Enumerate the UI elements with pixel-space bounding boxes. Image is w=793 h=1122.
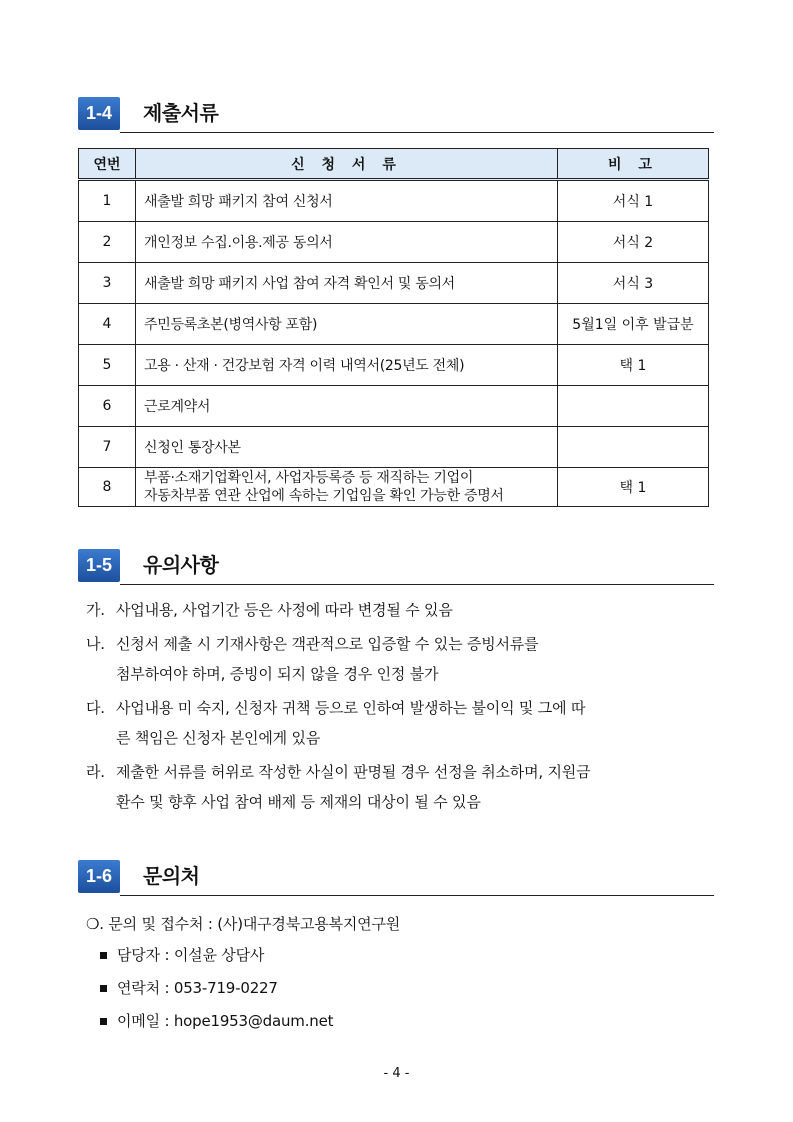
row-number: 3	[79, 263, 136, 304]
contact-manager-row	[86, 939, 726, 972]
table-row	[79, 386, 709, 427]
section-title: 제출서류	[143, 101, 219, 125]
row-document-line: 자동차부품 연관 산업에 속하는 기업임을 확인 가능한 증명서	[144, 488, 504, 504]
header-remarks: 비 고	[558, 149, 709, 180]
contact-email-row	[86, 1005, 726, 1038]
list-item	[86, 629, 726, 689]
list-marker: 라.	[86, 763, 105, 781]
row-remark: 서식 3	[558, 263, 709, 304]
row-document: 고용 · 산재 · 건강보험 자격 이력 내역서(25년도 전체)	[136, 345, 558, 386]
list-text: 환수 및 향후 사업 참여 배제 등 제재의 대상이 될 수 있음	[116, 793, 481, 811]
list-text: 사업내용 미 숙지, 신청자 귀책 등으로 인하여 발생하는 불이익 및 그에 따	[116, 699, 586, 717]
square-bullet-icon	[100, 952, 107, 959]
list-text: 른 책임은 신청자 본인에게 있음	[116, 729, 321, 747]
row-document: 근로계약서	[136, 386, 558, 427]
contact-phone-row	[86, 972, 726, 1005]
row-number: 8	[79, 468, 136, 507]
row-number: 7	[79, 427, 136, 468]
row-remark	[558, 427, 709, 468]
row-document: 새출발 희망 패키지 참여 신청서	[136, 180, 558, 222]
header-seq: 연번	[79, 149, 136, 180]
list-item	[86, 595, 726, 625]
list-marker: 나.	[86, 635, 105, 653]
row-document: 신청인 통장사본	[136, 427, 558, 468]
row-number: 2	[79, 222, 136, 263]
table-row	[79, 427, 709, 468]
row-remark: 택 1	[558, 345, 709, 386]
section-underline	[120, 895, 714, 896]
section-number-badge: 1-6	[78, 860, 120, 893]
documents-table	[78, 148, 709, 507]
table-row	[79, 345, 709, 386]
row-document-line: 부품·소재기업확인서, 사업자등록증 등 재직하는 기업이	[144, 470, 474, 486]
notices-list	[86, 595, 726, 821]
table-row	[79, 180, 709, 222]
section-title: 유의사항	[143, 553, 219, 577]
table-row	[79, 263, 709, 304]
row-remark: 서식 2	[558, 222, 709, 263]
row-document: 새출발 희망 패키지 사업 참여 자격 확인서 및 동의서	[136, 263, 558, 304]
contact-phone: 연락처 : 053-719-0227	[117, 979, 278, 997]
square-bullet-icon	[100, 985, 107, 992]
section-header-documents	[78, 97, 714, 133]
table-row	[79, 222, 709, 263]
section-number-badge: 1-5	[78, 549, 120, 582]
section-underline	[120, 584, 714, 585]
list-item	[86, 693, 726, 753]
list-marker: 다.	[86, 699, 105, 717]
list-text: 첨부하여야 하며, 증빙이 되지 않을 경우 인정 불가	[116, 665, 439, 683]
page-number: - 4 -	[383, 1066, 410, 1081]
list-text: 신청서 제출 시 기재사항은 객관적으로 입증할 수 있는 증빙서류를	[116, 635, 539, 653]
section-header-notices	[78, 549, 714, 585]
row-document: 주민등록초본(병역사항 포함)	[136, 304, 558, 345]
row-remark	[558, 386, 709, 427]
row-number: 4	[79, 304, 136, 345]
header-documents: 신 청 서 류	[136, 149, 558, 180]
table-header-row	[79, 149, 709, 180]
contact-manager: 담당자 : 이설윤 상담사	[117, 946, 265, 964]
row-number: 6	[79, 386, 136, 427]
list-text: 제출한 서류를 허위로 작성한 사실이 판명될 경우 선정을 취소하며, 지원금	[116, 763, 591, 781]
row-remark: 서식 1	[558, 180, 709, 222]
table-row	[79, 304, 709, 345]
square-bullet-icon	[100, 1018, 107, 1025]
section-underline	[120, 132, 714, 133]
row-number: 5	[79, 345, 136, 386]
table-row	[79, 468, 709, 507]
section-number-badge: 1-4	[78, 97, 120, 130]
contact-organization: ❍. 문의 및 접수처 : (사)대구경북고용복지연구원	[86, 915, 401, 933]
list-item	[86, 757, 726, 817]
row-remark: 5월1일 이후 발급분	[558, 304, 709, 345]
list-text: 사업내용, 사업기간 등은 사정에 따라 변경될 수 있음	[116, 601, 453, 619]
list-marker: 가.	[86, 601, 105, 619]
row-document: 개인정보 수집.이용.제공 동의서	[136, 222, 558, 263]
section-header-contact	[78, 860, 714, 896]
section-title: 문의처	[143, 864, 200, 888]
contact-info	[86, 909, 726, 1038]
row-remark: 택 1	[558, 468, 709, 507]
row-number: 1	[79, 180, 136, 222]
contact-email: 이메일 : hope1953@daum.net	[117, 1012, 334, 1030]
row-document	[136, 468, 558, 507]
